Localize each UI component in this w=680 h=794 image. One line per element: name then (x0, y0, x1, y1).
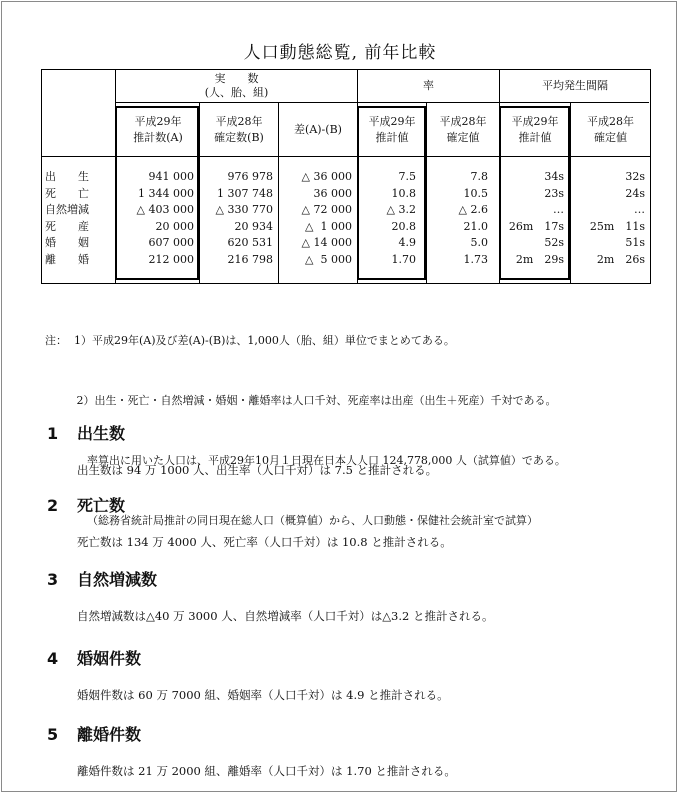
cell-interval-h29: 23s (544, 186, 564, 200)
section-title: 出生数 (77, 424, 126, 443)
group-header-rate: 率 (423, 79, 434, 92)
col-header-h29-estimate: 平成29年 推計数(A) (133, 115, 183, 144)
row-label: 離 婚 (45, 252, 89, 266)
cell-interval-h28: 24s (625, 186, 645, 200)
cell-h29-estimate: 607 000 (148, 236, 194, 249)
row-label: 死 産 (45, 219, 89, 233)
cell-h28-fixed: 976 978 (227, 170, 273, 183)
col-header-difference: 差(A)-(B) (294, 123, 342, 136)
cell-rate-h28: △ 2.6 (458, 203, 488, 216)
cell-difference: △ 1 000 (305, 219, 352, 233)
cell-rate-h29: 4.9 (398, 236, 416, 249)
row-label: 自然増減 (45, 203, 89, 216)
section-heading (47, 646, 449, 669)
group-header-interval: 平均発生間隔 (542, 79, 608, 92)
section-number: 1 (47, 424, 59, 443)
col-header-h28-fixed: 平成28年 確定数(B) (214, 115, 264, 144)
section-heading (47, 493, 452, 516)
section-number: 3 (47, 570, 59, 589)
note-line: （総務省統計局推計の同日現在総人口（概算値）から、人口動態・保健社会統計室で試算） (45, 514, 538, 527)
section-heading (47, 567, 494, 590)
cell-rate-h29: 20.8 (391, 219, 416, 233)
section-deaths (47, 493, 452, 550)
cell-h28-fixed: △ 330 770 (215, 203, 273, 216)
cell-rate-h29: 1.70 (391, 252, 416, 266)
cell-h28-fixed: 216 798 (227, 252, 273, 266)
section-number: 2 (47, 496, 59, 515)
cell-rate-h28: 7.8 (470, 170, 488, 183)
section-text: 死亡数は 134 万 4000 人、死亡率（人口千対）は 10.8 と推計される。 (77, 535, 452, 549)
row-label: 婚 姻 (45, 236, 89, 249)
section-text: 婚姻件数は 60 万 7000 組、婚姻率（人口千対）は 4.9 と推計される。 (77, 688, 449, 702)
vital-statistics-table (41, 69, 651, 284)
cell-h28-fixed: 1 307 748 (217, 186, 273, 200)
cell-h29-estimate: 212 000 (148, 252, 194, 266)
cell-interval-h28: 2m 26s (596, 252, 645, 266)
section-text: 出生数は 94 万 1000 人、出生率（人口千対）は 7.5 と推計される。 (77, 463, 438, 477)
col-header-rate-h28: 平成28年 確定値 (439, 115, 487, 144)
row-label: 死 亡 (45, 186, 89, 200)
section-title: 婚姻件数 (77, 649, 142, 668)
section-births (47, 421, 437, 478)
section-marriages (47, 646, 449, 703)
col-header-rate-h29: 平成29年 推計値 (368, 115, 416, 144)
col-header-interval-h29: 平成29年 推計値 (511, 115, 559, 144)
cell-rate-h28: 1.73 (463, 252, 488, 266)
cell-rate-h29: 10.8 (391, 186, 416, 200)
cell-difference: △ 14 000 (301, 236, 352, 249)
cell-interval-h29: 2m 29s (515, 252, 564, 266)
section-heading (47, 722, 456, 745)
cell-interval-h29: 34s (544, 170, 564, 183)
section-number: 4 (47, 649, 59, 668)
cell-h29-estimate: △ 403 000 (136, 203, 194, 216)
cell-difference: △ 36 000 (301, 170, 352, 183)
row-label: 出 生 (45, 170, 89, 183)
cell-h29-estimate: 1 344 000 (138, 186, 194, 200)
cell-interval-h28: 25m 11s (589, 219, 645, 233)
cell-interval-h29: 26m 17s (508, 219, 564, 233)
cell-rate-h28: 5.0 (470, 236, 488, 249)
section-number: 5 (47, 725, 59, 744)
cell-difference: 36 000 (313, 186, 352, 200)
cell-rate-h29: △ 3.2 (386, 203, 416, 216)
section-text: 離婚件数は 21 万 2000 組、離婚率（人口千対）は 1.70 と推計される。 (77, 764, 456, 778)
cell-h29-estimate: 20 000 (155, 219, 194, 233)
cell-rate-h28: 10.5 (463, 186, 488, 200)
note-line: 率算出に用いた人口は、平成29年10月１日現在日本人人口 124,778,000 人（試算値）である。 (45, 454, 566, 467)
cell-interval-h28: 51s (625, 236, 645, 249)
section-heading (47, 421, 437, 444)
col-header-interval-h28: 平成28年 確定値 (587, 115, 634, 144)
section-divorces (47, 722, 456, 779)
cell-interval-h29: … (553, 203, 564, 216)
cell-h28-fixed: 20 934 (234, 219, 273, 233)
note-line: 注： 1）平成29年(A)及び差(A)-(B)は、1,000人（胎、組）単位でまとめてある。 (45, 334, 455, 347)
cell-difference: △ 5 000 (305, 252, 352, 266)
group-header-actual-units: (人、胎、組) (204, 86, 269, 99)
cell-interval-h29: 52s (544, 236, 564, 249)
section-natural-change (47, 567, 494, 624)
section-title: 死亡数 (77, 496, 126, 515)
section-text: 自然増減数は△40 万 3000 人、自然増減率（人口千対）は△3.2 と推計される。 (77, 609, 494, 623)
cell-rate-h28: 21.0 (463, 219, 488, 233)
table-divider (115, 102, 649, 103)
cell-difference: △ 72 000 (301, 203, 352, 216)
group-header-actual: 実 数 (214, 72, 259, 85)
section-title: 離婚件数 (77, 725, 142, 744)
page-title: 人口動態総覧, 前年比較 (243, 43, 437, 63)
note-line: 2）出生・死亡・自然増減・婚姻・離婚率は人口千対、死産率は出産（出生＋死産）千対である。 (45, 394, 557, 407)
cell-h28-fixed: 620 531 (227, 236, 273, 249)
section-title: 自然増減数 (77, 570, 158, 589)
cell-rate-h29: 7.5 (398, 170, 416, 183)
cell-interval-h28: … (634, 203, 645, 216)
cell-h29-estimate: 941 000 (148, 170, 194, 183)
cell-interval-h28: 32s (625, 170, 645, 183)
